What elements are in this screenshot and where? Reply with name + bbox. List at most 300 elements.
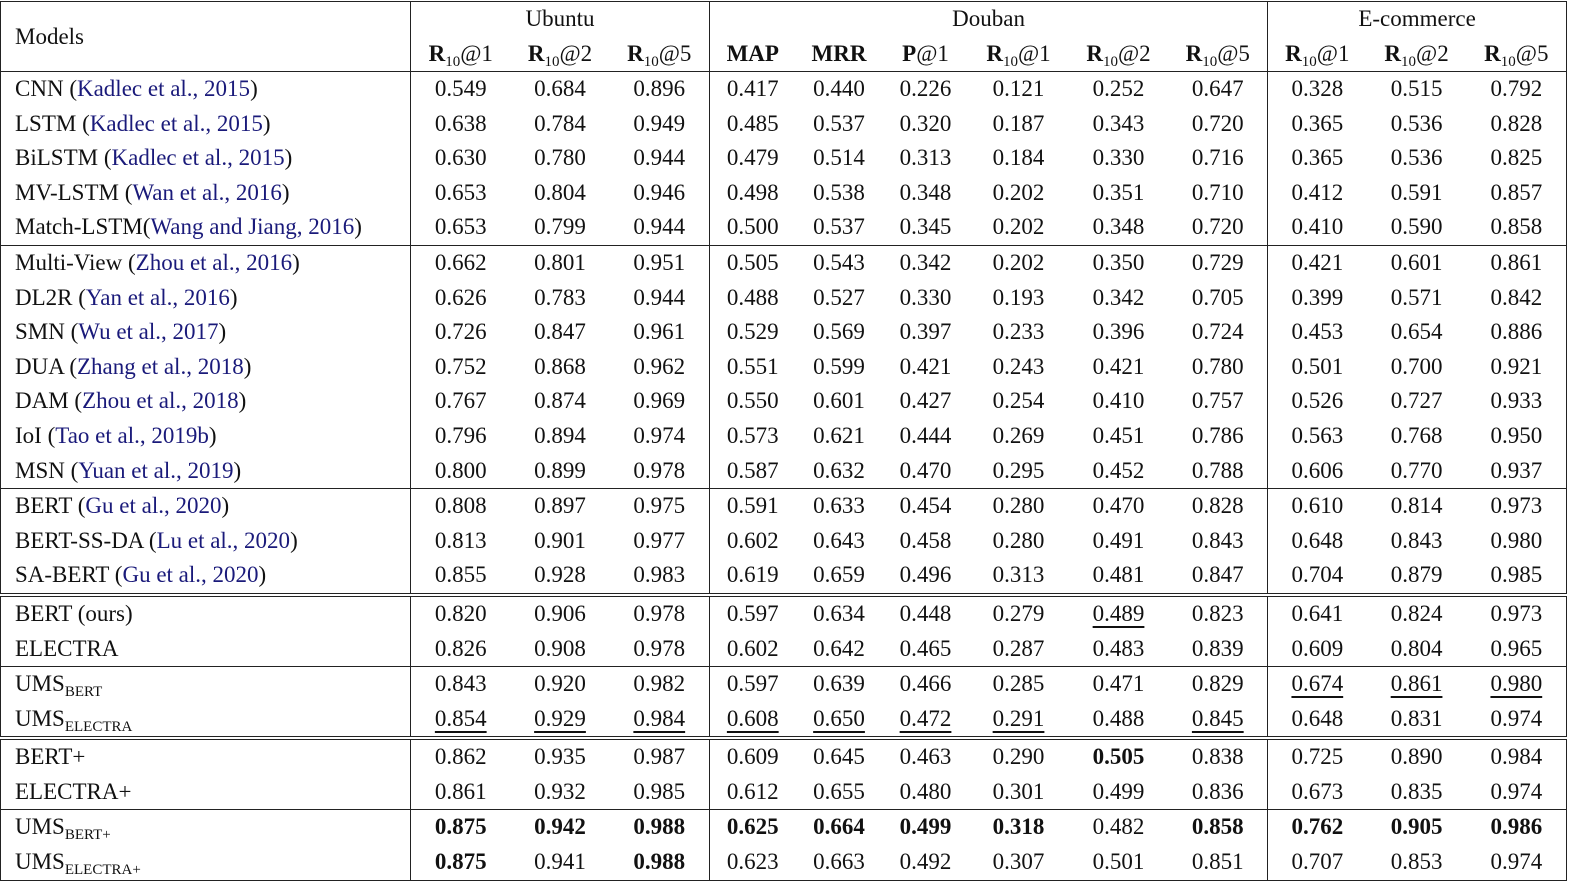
score-value: 0.280 xyxy=(992,493,1045,519)
score-cell xyxy=(411,72,511,107)
score-cell xyxy=(969,350,1069,385)
model-cell: MV-LSTM (Wan et al., 2016) xyxy=(1,176,411,211)
score-cell xyxy=(1169,176,1268,211)
score-value: 0.479 xyxy=(726,145,779,171)
score-value: 0.951 xyxy=(633,249,686,275)
table-row xyxy=(1,350,1567,385)
table-row xyxy=(1,738,1567,775)
score-value: 0.851 xyxy=(1191,849,1244,875)
score-value: 0.421 xyxy=(1291,249,1344,275)
score-value: 0.536 xyxy=(1390,110,1443,136)
model-name: SMN xyxy=(15,319,65,345)
score-value: 0.515 xyxy=(1390,76,1443,101)
score-value: 0.653 xyxy=(434,214,487,240)
score-cell xyxy=(1367,524,1467,559)
score-cell xyxy=(1069,176,1169,211)
score-value: 0.828 xyxy=(1490,110,1543,136)
score-cell xyxy=(969,176,1069,211)
score-cell xyxy=(969,107,1069,142)
metric-header xyxy=(883,36,969,72)
metric-suffix: @1 xyxy=(916,41,949,66)
score-value: 0.886 xyxy=(1490,319,1543,345)
model-name: LSTM xyxy=(15,110,77,136)
score-value: 0.472 xyxy=(899,705,952,731)
score-value: 0.536 xyxy=(1390,145,1443,171)
score-value: 0.804 xyxy=(534,179,586,205)
score-value: 0.784 xyxy=(534,110,586,136)
score-cell xyxy=(1467,524,1567,559)
score-cell xyxy=(1069,350,1169,385)
score-cell xyxy=(710,524,796,559)
citation-link[interactable]: Kadlec et al., 2015 xyxy=(76,76,251,101)
score-cell xyxy=(1069,632,1169,667)
score-value: 0.801 xyxy=(534,249,586,275)
score-value: 0.193 xyxy=(992,284,1045,310)
dataset-header-ubuntu: Ubuntu xyxy=(411,2,710,37)
score-value: 0.551 xyxy=(726,353,779,379)
score-cell xyxy=(411,489,511,524)
score-cell xyxy=(1268,775,1367,810)
model-cell xyxy=(1,632,411,667)
score-value: 0.647 xyxy=(1191,76,1244,101)
score-cell xyxy=(710,558,796,595)
metric-suffix: @5 xyxy=(658,41,692,66)
citation-link[interactable]: Gu et al., 2020 xyxy=(122,562,259,588)
model-cell xyxy=(1,738,411,775)
score-cell xyxy=(1367,141,1467,176)
score-cell xyxy=(1367,810,1467,845)
table-row xyxy=(1,141,1567,176)
score-cell xyxy=(1367,595,1467,632)
score-cell xyxy=(610,315,710,350)
metric-name: R xyxy=(1285,41,1302,66)
metric-header xyxy=(1367,36,1467,72)
metric-name: R xyxy=(627,41,644,66)
score-value: 0.762 xyxy=(1291,814,1344,840)
score-value: 0.980 xyxy=(1490,527,1543,553)
score-cell xyxy=(1367,558,1467,595)
score-value: 0.313 xyxy=(992,562,1045,588)
score-cell xyxy=(883,667,969,702)
score-cell xyxy=(796,281,883,316)
score-value: 0.488 xyxy=(726,284,779,310)
score-cell xyxy=(1467,667,1567,702)
score-cell xyxy=(610,738,710,775)
metric-header xyxy=(511,36,610,72)
table-row xyxy=(1,176,1567,211)
score-value: 0.825 xyxy=(1490,145,1543,171)
score-value: 0.823 xyxy=(1191,600,1244,626)
score-cell xyxy=(1367,176,1467,211)
score-value: 0.351 xyxy=(1092,179,1145,205)
score-cell xyxy=(969,524,1069,559)
score-value: 0.935 xyxy=(534,744,586,770)
metric-subscript: 10 xyxy=(445,54,461,70)
score-value: 0.410 xyxy=(1291,214,1344,240)
citation-link[interactable]: Yuan et al., 2019 xyxy=(78,457,234,483)
model-cell: BERT (Gu et al., 2020) xyxy=(1,489,411,524)
score-value: 0.454 xyxy=(899,493,952,519)
metric-name: MRR xyxy=(811,41,867,66)
score-value: 0.684 xyxy=(534,76,586,101)
score-cell xyxy=(796,350,883,385)
citation-link[interactable]: Wan et al., 2016 xyxy=(132,179,282,205)
score-value: 0.974 xyxy=(1490,705,1543,731)
score-cell xyxy=(1268,419,1367,454)
score-value: 0.710 xyxy=(1191,179,1244,205)
score-cell xyxy=(610,141,710,176)
score-cell xyxy=(610,245,710,280)
score-value: 0.451 xyxy=(1092,422,1145,448)
metric-suffix: @1 xyxy=(460,41,493,66)
score-value: 0.345 xyxy=(899,214,952,240)
score-value: 0.202 xyxy=(992,179,1045,205)
score-cell xyxy=(710,72,796,107)
score-cell xyxy=(511,210,610,245)
metric-subscript: 10 xyxy=(544,54,560,70)
score-cell xyxy=(883,315,969,350)
score-cell xyxy=(1268,632,1367,667)
score-value: 0.853 xyxy=(1390,849,1443,875)
score-value: 0.330 xyxy=(1092,145,1145,171)
separator xyxy=(64,76,70,101)
score-value: 0.783 xyxy=(534,284,586,310)
score-value: 0.505 xyxy=(1092,744,1145,770)
score-cell xyxy=(710,775,796,810)
score-value: 0.861 xyxy=(1390,671,1443,697)
score-value: 0.843 xyxy=(1191,527,1244,553)
score-value: 0.978 xyxy=(633,635,686,661)
score-value: 0.800 xyxy=(434,457,487,483)
score-value: 0.287 xyxy=(992,635,1045,661)
table-row xyxy=(1,315,1567,350)
metric-name: R xyxy=(428,41,446,66)
score-value: 0.501 xyxy=(1291,353,1344,379)
score-cell xyxy=(969,454,1069,489)
score-value: 0.342 xyxy=(899,249,952,275)
score-value: 0.847 xyxy=(1191,562,1244,588)
score-value: 0.630 xyxy=(434,145,487,171)
score-cell xyxy=(511,176,610,211)
score-cell xyxy=(1467,141,1567,176)
score-value: 0.470 xyxy=(1092,493,1145,519)
score-cell xyxy=(1069,384,1169,419)
score-cell xyxy=(610,176,710,211)
separator xyxy=(64,354,70,379)
score-cell xyxy=(1169,419,1268,454)
score-cell xyxy=(969,384,1069,419)
score-value: 0.625 xyxy=(726,814,779,840)
score-value: 0.440 xyxy=(813,76,865,101)
score-value: 0.481 xyxy=(1092,562,1145,588)
score-value: 0.861 xyxy=(434,778,487,804)
citation-link[interactable]: Gu et al., 2020 xyxy=(85,493,222,519)
metric-subscript: 10 xyxy=(1401,54,1417,70)
score-value: 0.307 xyxy=(992,849,1045,875)
score-value: 0.978 xyxy=(633,600,686,626)
score-value: 0.729 xyxy=(1191,249,1244,275)
citation-link[interactable]: Zhou et al., 2018 xyxy=(82,388,239,414)
score-cell xyxy=(411,775,511,810)
score-value: 0.932 xyxy=(534,778,586,804)
score-cell xyxy=(796,141,883,176)
score-value: 0.826 xyxy=(434,635,487,661)
table-header xyxy=(1,2,1567,72)
score-value: 0.573 xyxy=(726,422,779,448)
score-cell xyxy=(710,107,796,142)
score-cell xyxy=(883,738,969,775)
score-cell xyxy=(1467,489,1567,524)
score-cell xyxy=(883,141,969,176)
score-cell xyxy=(1467,454,1567,489)
score-value: 0.471 xyxy=(1092,671,1145,697)
score-value: 0.543 xyxy=(813,249,865,275)
citation-link[interactable]: Tao et al., 2019b xyxy=(55,422,209,448)
citation-link[interactable]: Lu et al., 2020 xyxy=(156,527,291,553)
score-cell xyxy=(610,595,710,632)
score-cell xyxy=(969,245,1069,280)
score-cell xyxy=(1467,419,1567,454)
score-value: 0.829 xyxy=(1191,671,1244,697)
score-cell xyxy=(1069,210,1169,245)
score-cell xyxy=(796,176,883,211)
citation-link[interactable]: Kadlec et al., 2015 xyxy=(89,110,263,136)
score-cell xyxy=(796,454,883,489)
score-value: 0.804 xyxy=(1390,635,1443,661)
score-value: 0.906 xyxy=(534,600,586,626)
score-value: 0.343 xyxy=(1092,110,1145,136)
score-value: 0.601 xyxy=(813,388,865,414)
score-value: 0.944 xyxy=(633,284,686,310)
metric-header xyxy=(1169,36,1268,72)
score-value: 0.638 xyxy=(434,110,487,136)
score-cell xyxy=(1069,454,1169,489)
score-cell xyxy=(1467,107,1567,142)
score-cell xyxy=(1169,558,1268,595)
score-value: 0.642 xyxy=(813,635,865,661)
score-cell xyxy=(1467,558,1567,595)
score-value: 0.724 xyxy=(1191,319,1244,345)
score-cell xyxy=(1268,281,1367,316)
score-value: 0.973 xyxy=(1490,600,1543,626)
table-row xyxy=(1,845,1567,880)
score-value: 0.988 xyxy=(633,814,686,840)
score-cell xyxy=(511,810,610,845)
score-cell xyxy=(411,632,511,667)
citation-link[interactable]: Wang and Jiang, 2016 xyxy=(150,214,355,240)
score-value: 0.704 xyxy=(1291,562,1344,588)
score-cell xyxy=(796,775,883,810)
score-cell xyxy=(883,176,969,211)
score-cell xyxy=(1268,845,1367,880)
score-cell xyxy=(1367,350,1467,385)
score-value: 0.318 xyxy=(992,814,1045,840)
score-cell xyxy=(1169,775,1268,810)
score-value: 0.965 xyxy=(1490,635,1543,661)
citation-link[interactable]: Zhang et al., 2018 xyxy=(76,353,244,379)
score-cell xyxy=(511,141,610,176)
score-cell xyxy=(411,702,511,739)
score-cell xyxy=(411,558,511,595)
score-value: 0.949 xyxy=(633,110,686,136)
score-value: 0.427 xyxy=(899,388,952,414)
score-value: 0.643 xyxy=(813,527,865,553)
score-cell xyxy=(710,489,796,524)
score-cell xyxy=(1169,489,1268,524)
score-cell xyxy=(710,210,796,245)
score-cell xyxy=(411,141,511,176)
score-cell xyxy=(1367,845,1467,880)
score-cell xyxy=(883,558,969,595)
score-value: 0.632 xyxy=(813,457,865,483)
score-value: 0.187 xyxy=(992,110,1045,136)
score-cell xyxy=(610,558,710,595)
score-value: 0.854 xyxy=(434,705,487,731)
score-cell xyxy=(1069,419,1169,454)
score-value: 0.752 xyxy=(434,353,487,379)
model-name: Multi-View xyxy=(15,249,123,275)
score-cell xyxy=(969,72,1069,107)
table-row xyxy=(1,72,1567,107)
metric-name: R xyxy=(1086,41,1103,66)
score-value: 0.796 xyxy=(434,422,487,448)
metric-header xyxy=(1467,36,1567,72)
metric-header xyxy=(710,36,796,72)
citation-link[interactable]: Kadlec et al., 2015 xyxy=(111,145,285,171)
metric-suffix: @2 xyxy=(1416,41,1449,66)
table-row xyxy=(1,210,1567,245)
score-cell xyxy=(796,810,883,845)
score-value: 0.982 xyxy=(633,671,686,697)
score-value: 0.634 xyxy=(813,600,865,626)
separator xyxy=(109,562,115,587)
score-cell xyxy=(610,524,710,559)
score-value: 0.655 xyxy=(813,778,865,804)
score-cell xyxy=(1069,524,1169,559)
score-value: 0.633 xyxy=(813,493,865,519)
model-cell: BiLSTM (Kadlec et al., 2015) xyxy=(1,141,411,176)
model-subscript: BERT xyxy=(64,684,103,701)
score-cell xyxy=(1367,632,1467,667)
table-row xyxy=(1,702,1567,739)
score-cell xyxy=(969,558,1069,595)
score-cell xyxy=(1169,350,1268,385)
score-value: 0.974 xyxy=(633,422,686,448)
score-value: 0.252 xyxy=(1092,76,1145,101)
score-cell xyxy=(969,489,1069,524)
score-value: 0.458 xyxy=(899,527,952,553)
score-cell xyxy=(1169,810,1268,845)
score-cell xyxy=(411,245,511,280)
score-value: 0.569 xyxy=(813,319,865,345)
table-body xyxy=(1,72,1567,881)
score-value: 0.202 xyxy=(992,214,1045,240)
score-value: 0.491 xyxy=(1092,527,1145,553)
score-cell xyxy=(969,632,1069,667)
score-cell xyxy=(511,454,610,489)
citation-link[interactable]: Yan et al., 2016 xyxy=(85,284,230,310)
score-value: 0.674 xyxy=(1291,671,1344,697)
model-name: MSN xyxy=(15,457,65,483)
score-value: 0.537 xyxy=(813,214,865,240)
score-value: 0.399 xyxy=(1291,284,1344,310)
score-value: 0.609 xyxy=(1291,635,1344,661)
score-cell xyxy=(411,810,511,845)
model-cell: BERT-SS-DA (Lu et al., 2020) xyxy=(1,524,411,559)
score-value: 0.974 xyxy=(1490,849,1543,875)
score-cell xyxy=(969,702,1069,739)
score-cell xyxy=(1268,141,1367,176)
score-value: 0.612 xyxy=(726,778,779,804)
score-cell xyxy=(796,558,883,595)
score-value: 0.549 xyxy=(434,76,487,101)
separator xyxy=(143,528,149,553)
score-value: 0.601 xyxy=(1390,249,1443,275)
score-cell xyxy=(1467,210,1567,245)
model-name: UMS xyxy=(15,814,65,840)
separator xyxy=(42,423,48,448)
score-value: 0.313 xyxy=(899,145,952,171)
score-cell xyxy=(1169,210,1268,245)
model-name: BERT+ xyxy=(15,744,86,770)
score-cell xyxy=(511,845,610,880)
score-cell xyxy=(1467,845,1567,880)
score-cell xyxy=(1169,632,1268,667)
score-cell xyxy=(1467,72,1567,107)
score-cell xyxy=(511,524,610,559)
score-cell xyxy=(1467,595,1567,632)
score-cell xyxy=(1169,667,1268,702)
score-cell xyxy=(1268,738,1367,775)
score-value: 0.725 xyxy=(1291,744,1344,770)
metric-name: P xyxy=(902,41,917,66)
score-cell xyxy=(1069,245,1169,280)
table-row xyxy=(1,632,1567,667)
score-value: 0.621 xyxy=(813,422,865,448)
table-row xyxy=(1,281,1567,316)
score-value: 0.663 xyxy=(813,849,865,875)
score-value: 0.937 xyxy=(1490,457,1543,483)
score-cell xyxy=(1268,245,1367,280)
score-cell xyxy=(1268,384,1367,419)
citation-link[interactable]: Zhou et al., 2016 xyxy=(135,249,293,275)
score-cell xyxy=(511,595,610,632)
score-value: 0.946 xyxy=(633,179,686,205)
model-name: UMS xyxy=(15,705,65,731)
score-value: 0.874 xyxy=(534,388,586,414)
table-row xyxy=(1,558,1567,595)
score-cell xyxy=(511,738,610,775)
table-row xyxy=(1,107,1567,142)
score-value: 0.396 xyxy=(1092,319,1145,345)
score-value: 0.342 xyxy=(1092,284,1145,310)
score-cell xyxy=(710,845,796,880)
score-cell xyxy=(796,595,883,632)
score-value: 0.899 xyxy=(534,457,586,483)
citation-link[interactable]: Wu et al., 2017 xyxy=(78,319,219,345)
score-value: 0.608 xyxy=(726,705,779,731)
score-value: 0.726 xyxy=(434,319,487,345)
score-value: 0.365 xyxy=(1291,110,1344,136)
score-value: 0.988 xyxy=(633,849,686,875)
model-cell xyxy=(1,595,411,632)
score-cell xyxy=(969,141,1069,176)
score-cell xyxy=(511,632,610,667)
score-value: 0.295 xyxy=(992,457,1045,483)
score-value: 0.417 xyxy=(726,76,779,101)
score-value: 0.348 xyxy=(1092,214,1145,240)
score-value: 0.985 xyxy=(633,778,686,804)
